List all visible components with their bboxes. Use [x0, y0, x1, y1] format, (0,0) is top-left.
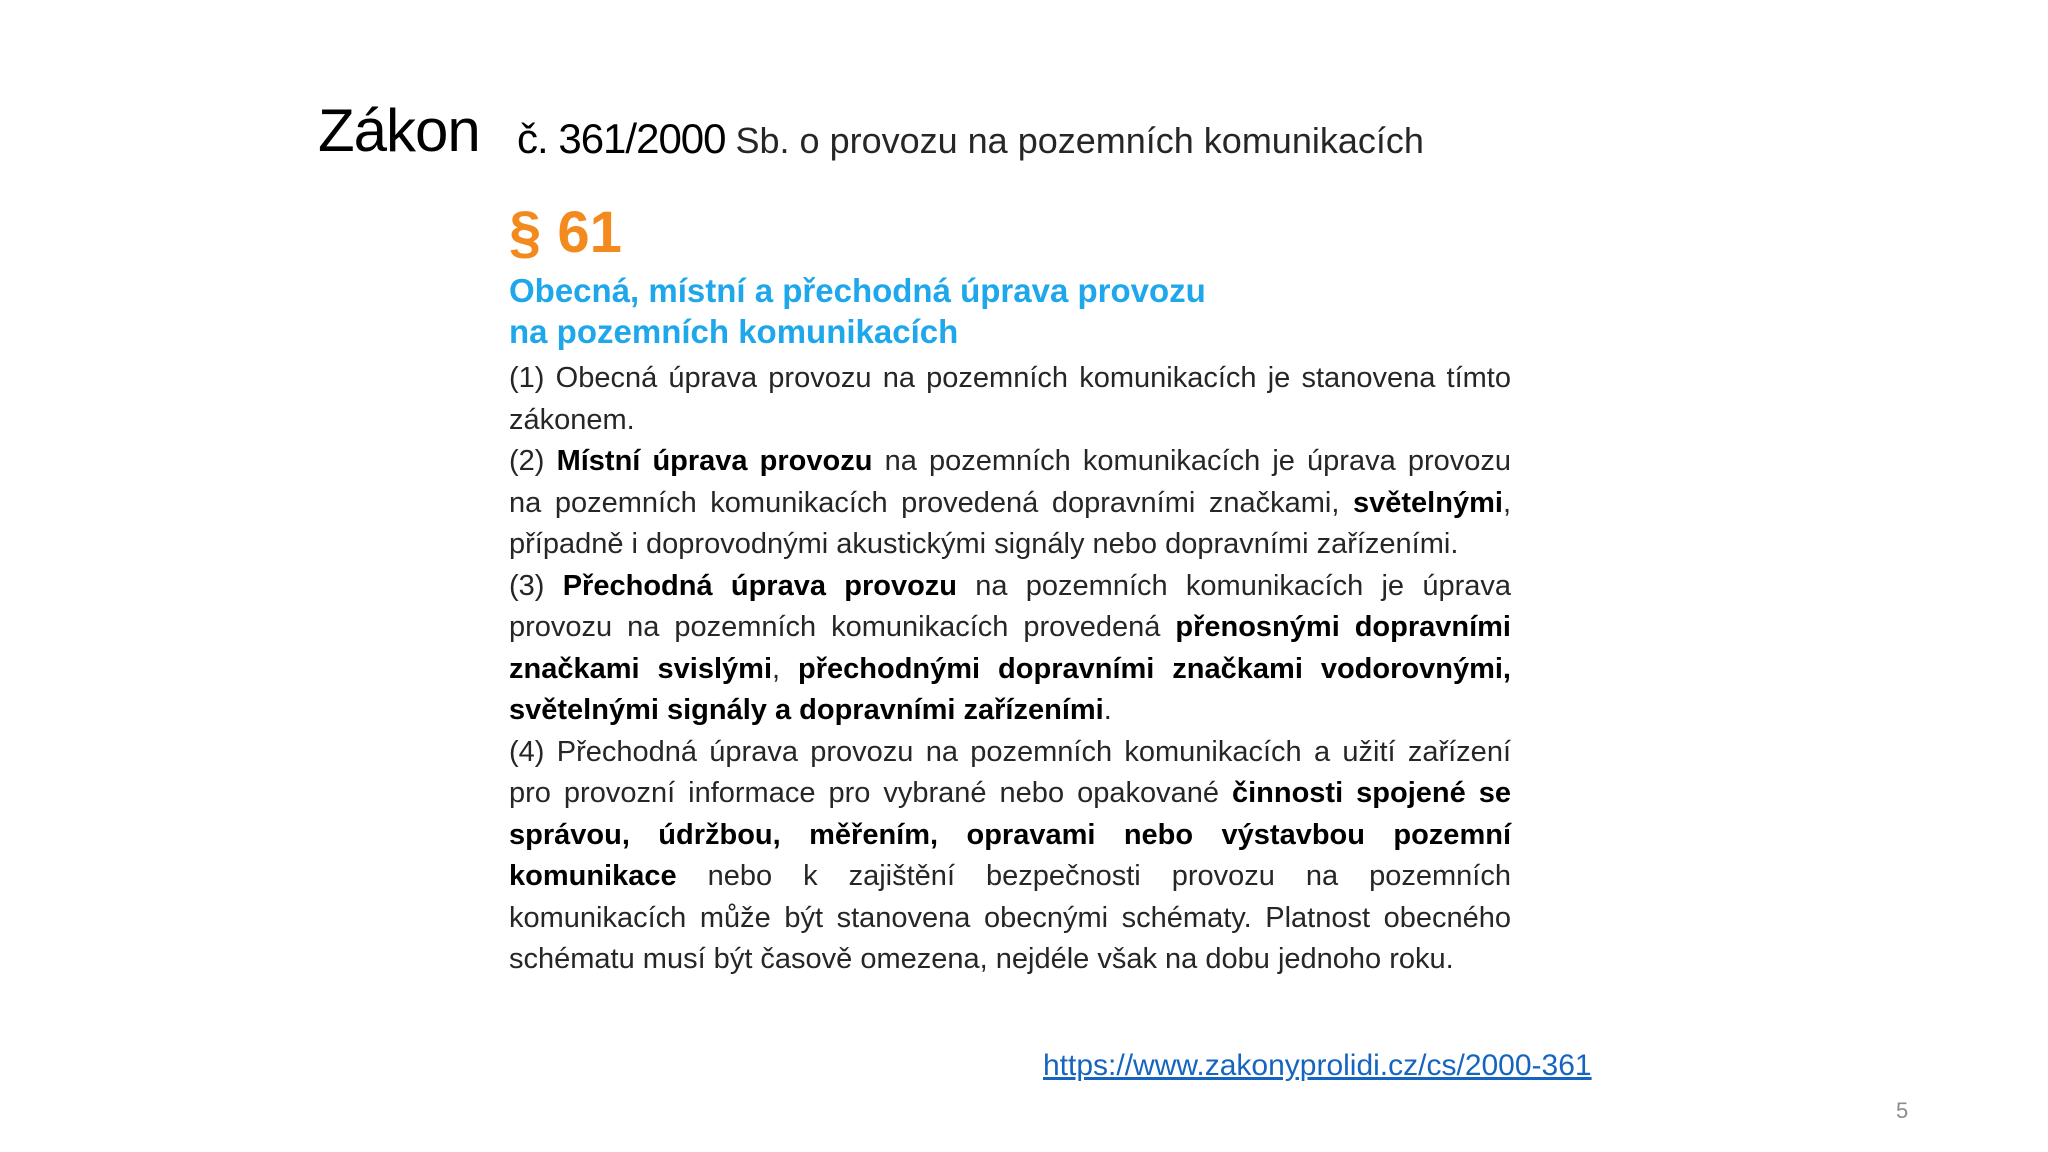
paragraph-3-bold: Přechodná úprava provozu [562, 569, 957, 602]
paragraph-2-text: , případně i doprovodnými akustickými signály nebo dopravními zařízeními. [509, 486, 1511, 560]
section-title-line-2: na pozemních komunikacích [509, 313, 959, 350]
law-reference [517, 114, 1424, 166]
paragraph-2 [509, 441, 1511, 566]
paragraph-3 [509, 566, 1511, 732]
law-number: č. 361/2000 [517, 115, 726, 162]
paragraph-2-bold: světelnými [1353, 486, 1503, 519]
law-section-content [509, 200, 1511, 981]
paragraph-4-text: (4) Přechodná úprava provozu na pozemních komunikacích a užití zařízení pro provozní informace pro vybrané nebo opakované [509, 735, 1511, 809]
slide-title-row [318, 92, 1518, 172]
law-source-link[interactable]: https://www.zakonyprolidi.cz/cs/2000-361 [1043, 1049, 1592, 1082]
paragraph-4-text: nebo k zajištění bezpečnosti provozu na pozemních komunikacích může být stanovena obecnými schématy. Platnost obecného schématu musí být časově omezena, nejdéle však na dobu jednoho roku. [509, 860, 1511, 975]
paragraph-3-text: , [772, 652, 799, 685]
paragraph-3-text: na pozemních komunikacích je úprava provozu na pozemních komunikacích provedená [509, 569, 1511, 643]
section-number: § 61 [509, 200, 622, 265]
paragraph-4-bold: činnosti spojené se správou, údržbou, měřením, opravami nebo výstavbou pozemní komunikace [509, 777, 1511, 892]
paragraph-4 [509, 732, 1511, 981]
paragraph-2-text: (2) [509, 445, 557, 477]
section-paragraphs [509, 358, 1511, 981]
paragraph-1: (1) Obecná úprava provozu na pozemních komunikacích je stanovena tímto zákonem. [509, 362, 1511, 436]
section-title [509, 270, 1511, 352]
paragraph-2-bold: Místní úprava provozu [556, 445, 873, 477]
law-name: Sb. o provozu na pozemních komunikacích [725, 120, 1424, 161]
paragraph-3-text: (3) [509, 569, 563, 602]
slide-title: Zákon [318, 97, 480, 164]
paragraph-3-bold: přenosnými dopravními značkami svislými [509, 611, 1511, 685]
paragraph-3-bold: přechodnými dopravními značkami vodorovnými, světelnými signály a dopravními zařízeními [509, 652, 1511, 726]
paragraph-2-text: na pozemních komunikacích je úprava provozu na pozemních komunikacích provedená dopravními značkami, [509, 445, 1511, 519]
paragraph-3-text: . [1103, 694, 1112, 726]
section-title-line-1: Obecná, místní a přechodná úprava provozu [509, 272, 1206, 309]
page-number: 5 [1896, 1098, 1909, 1123]
